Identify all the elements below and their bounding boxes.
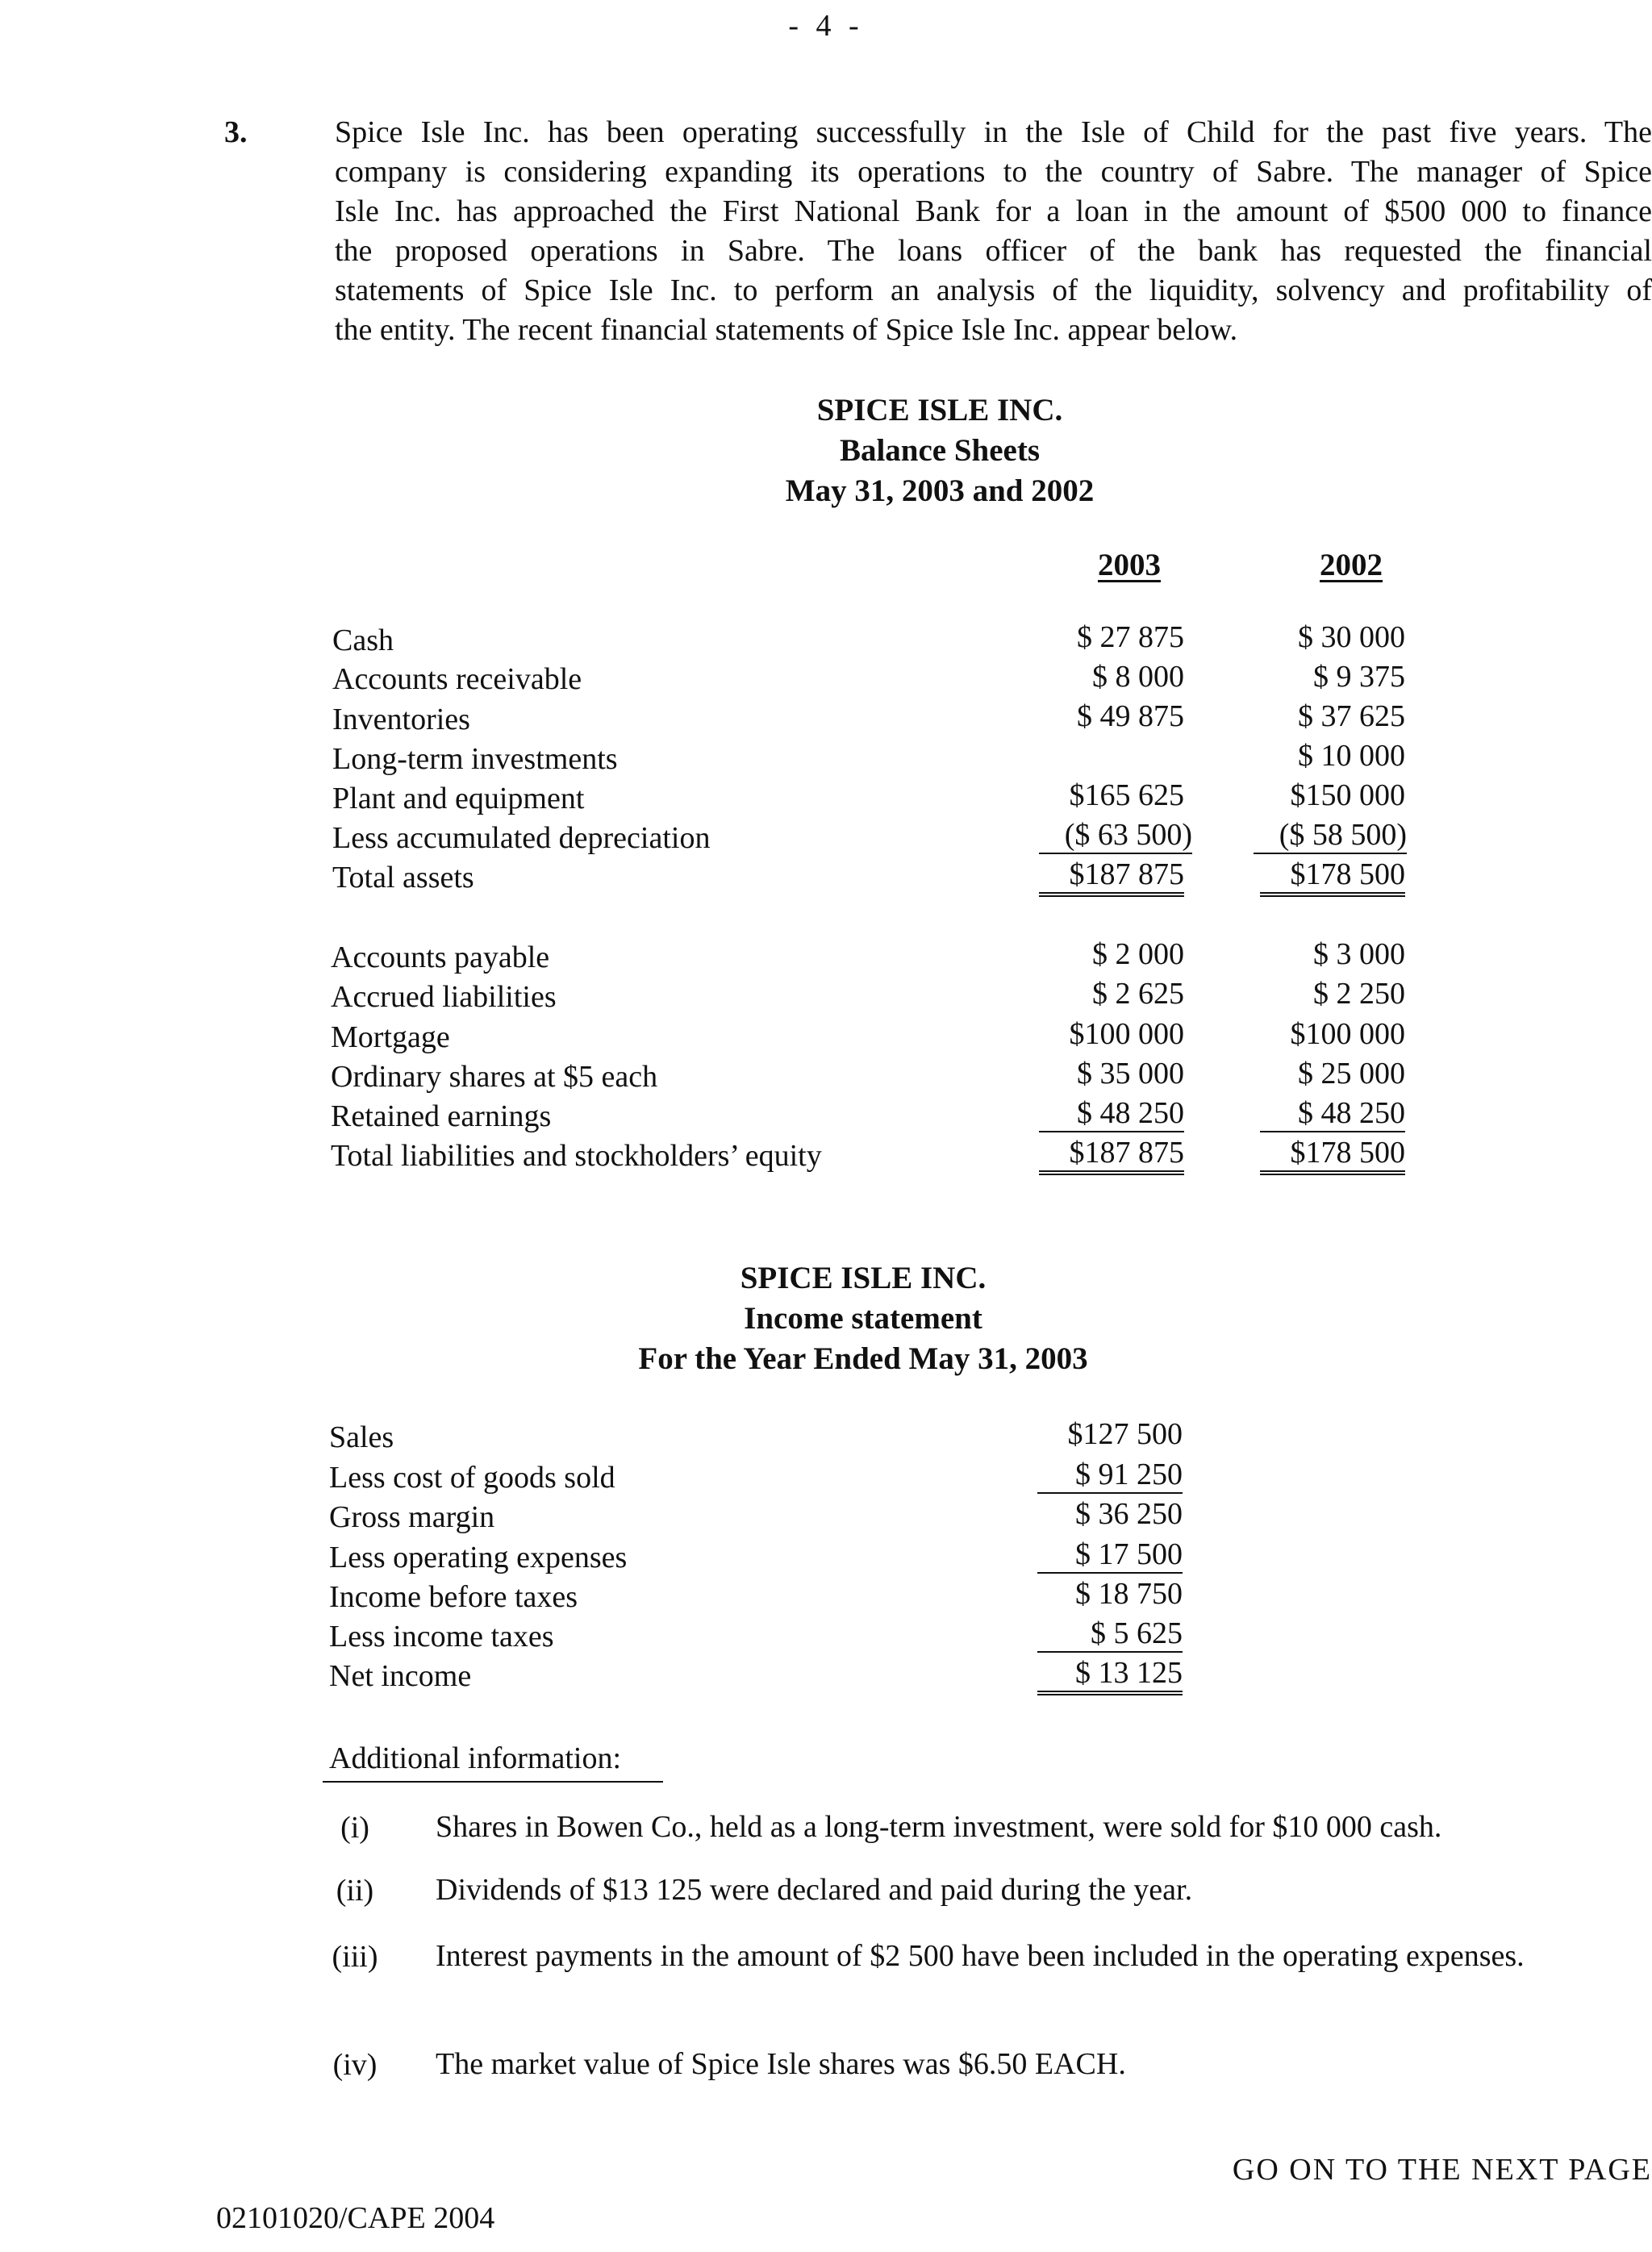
question-number: 3. — [224, 115, 248, 149]
liability-total-2002: $178 500 — [1260, 1135, 1405, 1175]
asset-value-2003: $ 8 000 — [1092, 660, 1184, 694]
liability-label: Ordinary shares at $5 each — [331, 1060, 658, 1094]
info-item-text: Dividends of $13 125 were declared and paid during the year. — [436, 1873, 1193, 1907]
asset-label: Less accumulated depreciation — [332, 821, 711, 855]
liability-label: Total liabilities and stockholders’ equity — [331, 1139, 822, 1173]
liability-value-2003: $ 2 000 — [1092, 937, 1184, 971]
liability-value-2002: $ 25 000 — [1298, 1057, 1405, 1091]
liability-value-2003: $ 48 250 — [1039, 1095, 1184, 1132]
balance-sheet-title: Balance Sheets — [839, 433, 1041, 468]
asset-label: Plant and equipment — [332, 782, 585, 815]
intro-line: Spice Isle Inc. has been operating successfully in the Isle of Child for the past five years. The — [335, 115, 1652, 149]
income-amount: $127 500 — [1067, 1417, 1183, 1451]
income-amount: $ 91 250 — [1037, 1457, 1183, 1494]
income-label: Income before taxes — [329, 1580, 578, 1614]
income-label: Less operating expenses — [329, 1541, 628, 1574]
asset-value-2002: $ 30 000 — [1298, 620, 1405, 654]
liability-value-2002: $ 3 000 — [1313, 937, 1405, 971]
income-amount: $ 17 500 — [1037, 1537, 1183, 1574]
liability-value-2002: $100 000 — [1290, 1017, 1405, 1051]
balance-sheet-period: May 31, 2003 and 2002 — [785, 473, 1095, 508]
income-label: Net income — [329, 1659, 472, 1693]
income-statement-period: For the Year Ended May 31, 2003 — [638, 1341, 1088, 1376]
additional-info-title: Additional information: — [329, 1741, 622, 1775]
asset-label: Cash — [332, 623, 394, 657]
asset-value-2002: $ 10 000 — [1298, 739, 1405, 773]
asset-value-2003: $ 27 875 — [1077, 620, 1184, 654]
income-label: Gross margin — [329, 1500, 495, 1534]
asset-value-2002: $150 000 — [1290, 778, 1405, 812]
info-item-number: (iv) — [332, 2048, 378, 2082]
liability-value-2002: $ 2 250 — [1313, 977, 1405, 1011]
intro-line: the proposed operations in Sabre. The loans officer of the bank has requested the financial — [335, 234, 1652, 268]
income-amount: $ 18 750 — [1075, 1577, 1183, 1611]
liability-value-2002: $ 48 250 — [1260, 1095, 1405, 1132]
income-label: Less income taxes — [329, 1620, 554, 1654]
question-intro — [335, 113, 1652, 350]
info-item-number: (iii) — [332, 1940, 378, 1974]
info-item-text: Shares in Bowen Co., held as a long-term investment, were sold for $10 000 cash. — [436, 1810, 1442, 1844]
intro-line: statements of Spice Isle Inc. to perform an analysis of the liquidity, solvency and profitability of — [335, 273, 1652, 307]
income-statement-title: Income statement — [744, 1301, 982, 1336]
asset-value-2003: $ 49 875 — [1077, 699, 1184, 733]
intro-line: Isle Inc. has approached the First National Bank for a loan in the amount of $500 000 to finance — [335, 194, 1652, 228]
asset-total-2002: $178 500 — [1260, 857, 1405, 897]
asset-label: Inventories — [332, 703, 470, 736]
asset-label: Total assets — [332, 861, 474, 895]
asset-value-2003: ($ 63 500) — [1039, 817, 1192, 854]
liability-value-2003: $ 35 000 — [1077, 1057, 1184, 1091]
liability-label: Mortgage — [331, 1020, 450, 1054]
asset-label: Long-term investments — [332, 742, 618, 776]
next-page-note: GO ON TO THE NEXT PAGE — [1232, 2153, 1652, 2187]
info-item-text: Interest payments in the amount of $2 500 have been included in the operating expenses. — [436, 1939, 1525, 1973]
income-label: Less cost of goods sold — [329, 1461, 615, 1495]
info-item-text: The market value of Spice Isle shares was $6.50 EACH. — [436, 2047, 1126, 2081]
income-label: Sales — [329, 1420, 394, 1454]
exam-code: 02101020/CAPE 2004 — [216, 2201, 495, 2235]
income-statement-heading — [452, 1258, 1274, 1379]
balance-sheet-heading — [613, 390, 1266, 511]
asset-value-2002: ($ 58 500) — [1254, 817, 1407, 854]
asset-label: Accounts receivable — [332, 662, 582, 696]
asset-value-2002: $ 9 375 — [1313, 660, 1405, 694]
net-income-amount: $ 13 125 — [1037, 1655, 1183, 1695]
income-amount: $ 5 625 — [1037, 1616, 1183, 1653]
balance-sheet-company: SPICE ISLE INC. — [816, 393, 1063, 427]
liability-value-2003: $100 000 — [1069, 1017, 1184, 1051]
income-statement-company: SPICE ISLE INC. — [740, 1261, 987, 1295]
page-number: - 4 - — [788, 9, 864, 43]
additional-info-underline — [323, 1781, 663, 1783]
asset-value-2002: $ 37 625 — [1298, 699, 1405, 733]
info-item-number: (ii) — [336, 1874, 374, 1908]
income-amount: $ 36 250 — [1075, 1497, 1183, 1531]
asset-value-2003: $165 625 — [1069, 778, 1184, 812]
intro-line: company is considering expanding its operations to the country of Sabre. The manager of Spice — [335, 155, 1652, 189]
column-header-2003: 2003 — [1098, 548, 1161, 582]
liability-value-2003: $ 2 625 — [1092, 977, 1184, 1011]
liability-label: Accrued liabilities — [331, 980, 557, 1014]
column-header-2002: 2002 — [1320, 548, 1383, 582]
liability-total-2003: $187 875 — [1039, 1135, 1184, 1175]
liability-label: Retained earnings — [331, 1099, 552, 1133]
liability-label: Accounts payable — [331, 940, 550, 974]
intro-line: the entity. The recent financial statements of Spice Isle Inc. appear below. — [335, 313, 1238, 347]
info-item-number: (i) — [340, 1811, 369, 1845]
asset-total-2003: $187 875 — [1039, 857, 1184, 897]
